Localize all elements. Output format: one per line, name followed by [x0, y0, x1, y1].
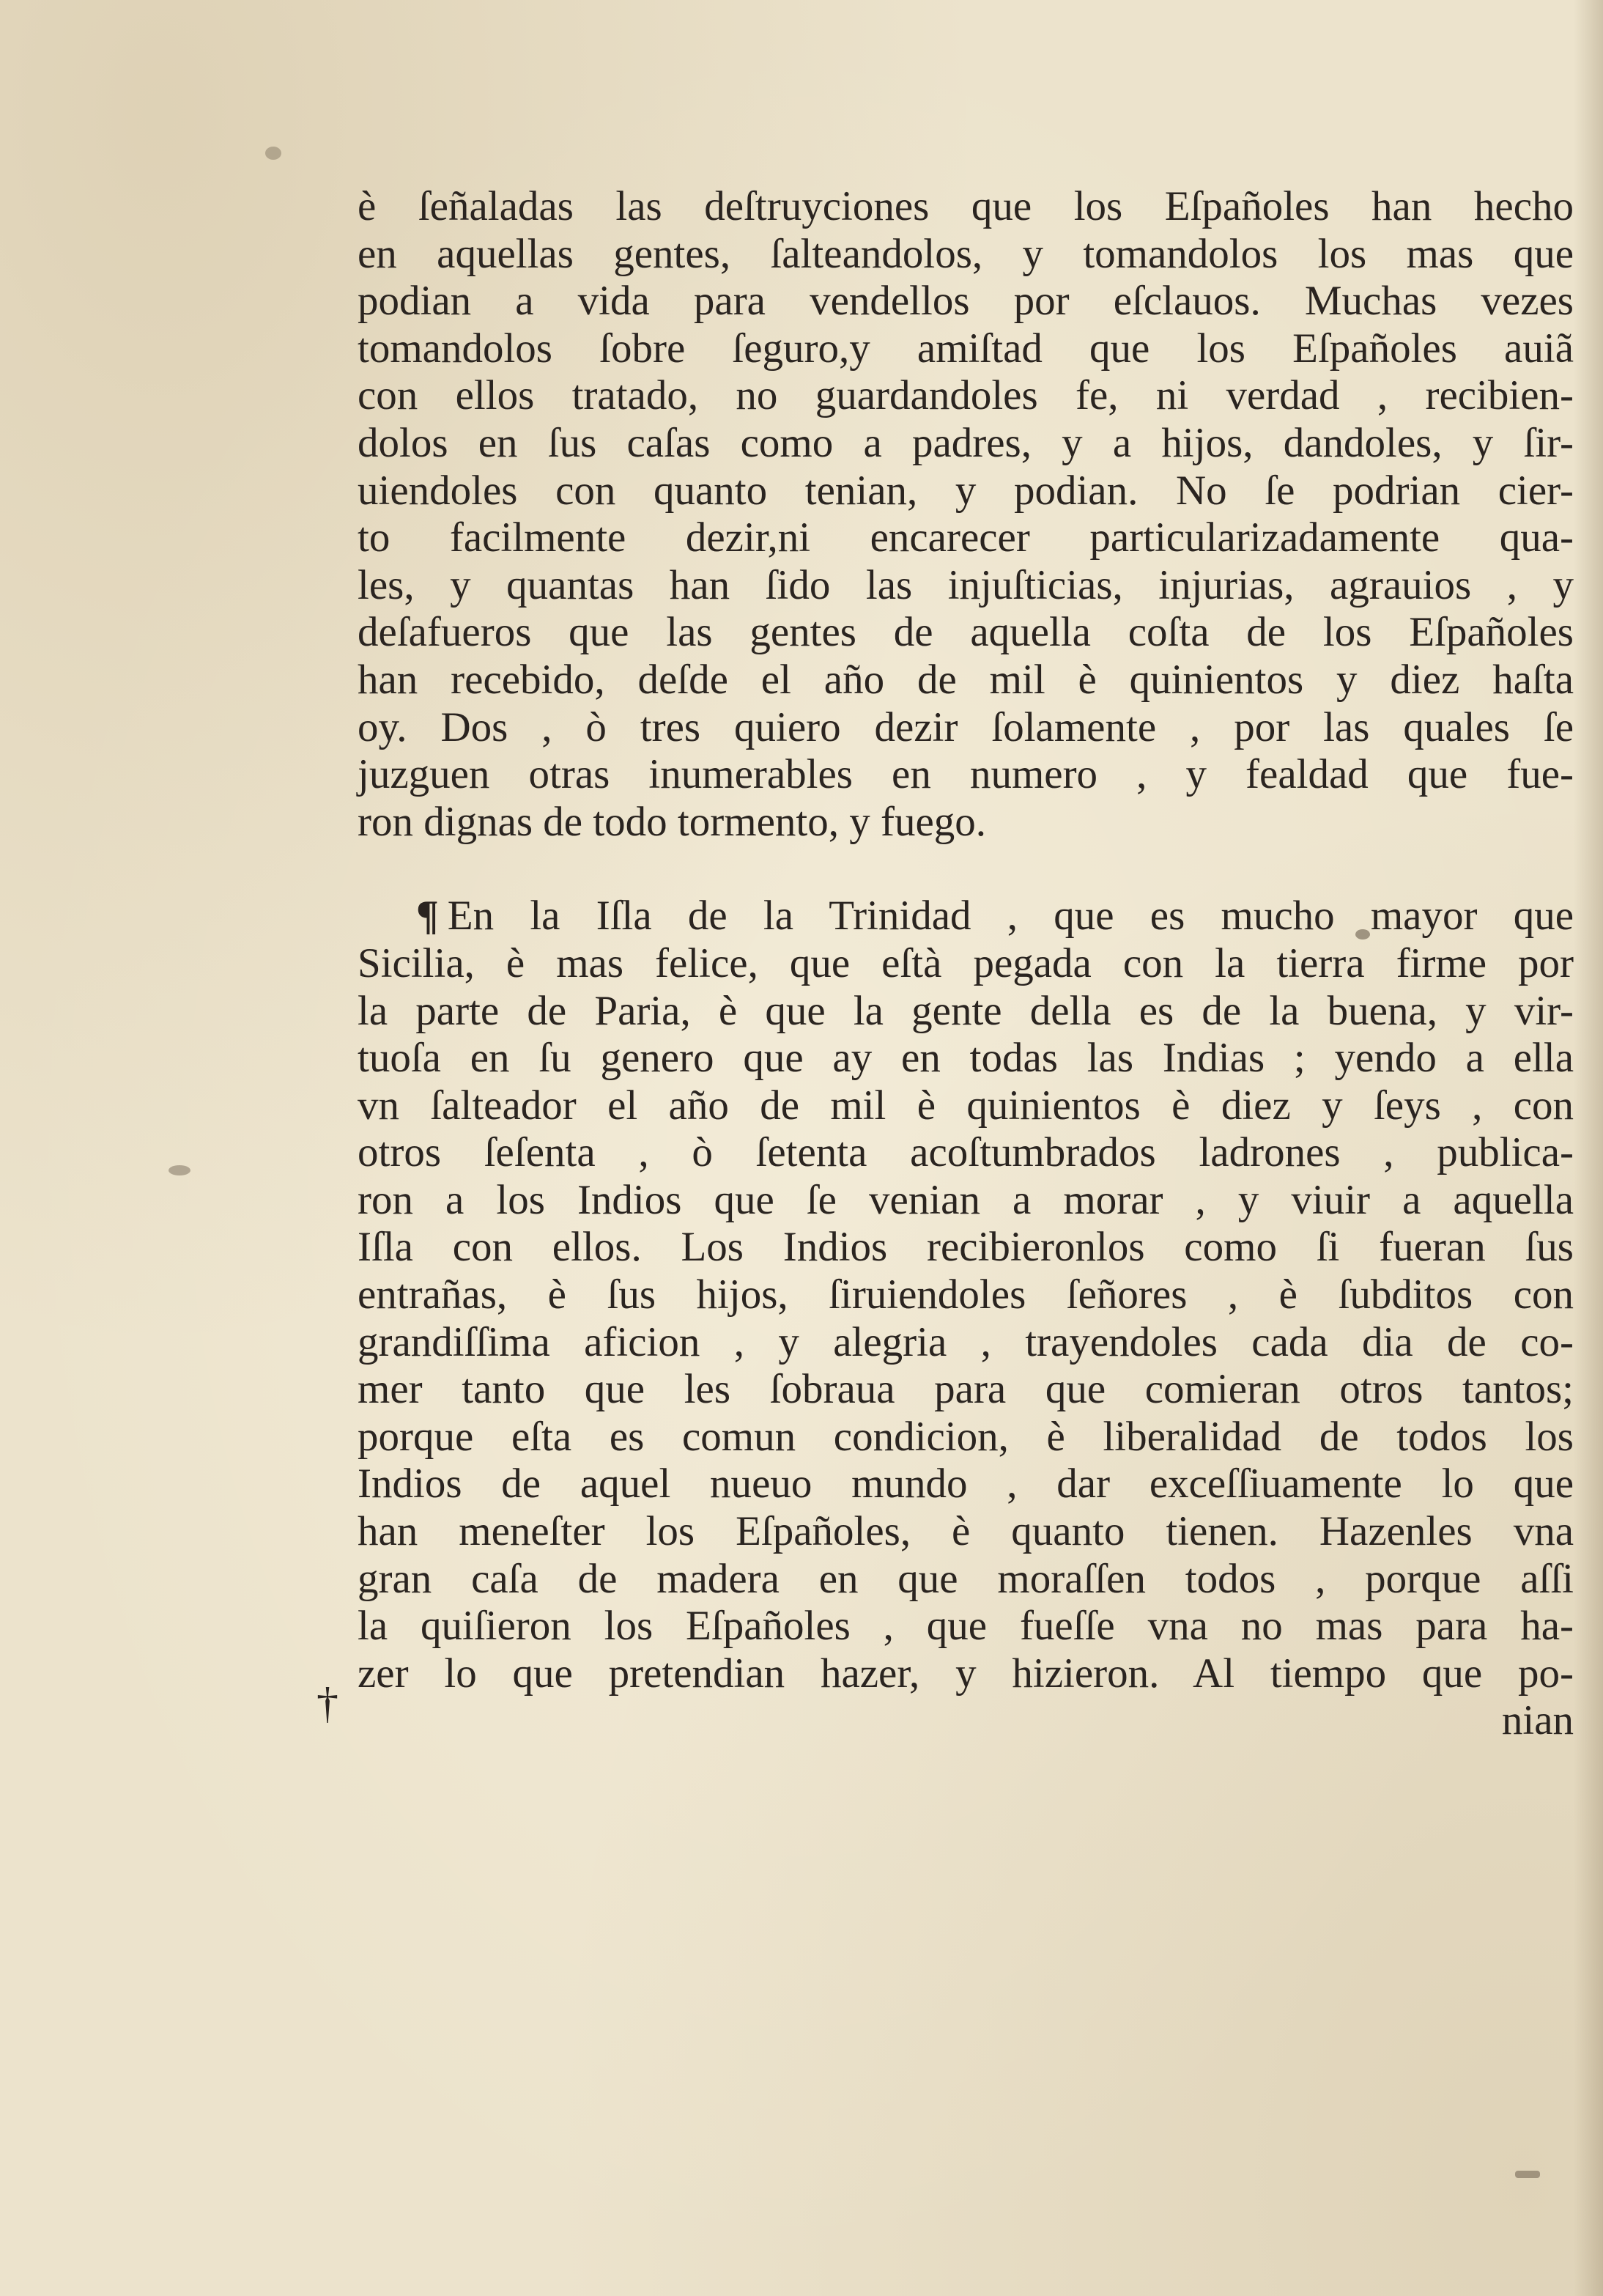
paragraph-gap	[358, 846, 1574, 893]
text-line: En la Iſla de la Trinidad , que es mucho mayor que	[447, 893, 1574, 940]
text-line: les, y quantas han ſido las injuſticias, injurias, agrauios , y	[358, 561, 1574, 608]
text-line: Indios de aquel nueuo mundo , dar exceſſiuamente lo que	[358, 1461, 1574, 1507]
ink-speck	[169, 1165, 190, 1175]
text-line: la parte de Paria, è que la gente della es de la buena, y vir-	[358, 987, 1574, 1034]
text-line: oy. Dos , ò tres quiero dezir ſolamente , por las quales ſe	[358, 704, 1574, 750]
text-line: juzguen otras inumerables en numero , y fealdad que fue-	[358, 751, 1574, 798]
text-line: dolos en ſus caſas como a padres, y a hijos, dandoles, y ſir-	[358, 419, 1574, 466]
ink-speck	[1515, 2171, 1540, 2178]
margin-dagger: †	[316, 1679, 338, 1727]
text-line: podian a vida para vendellos por eſclauos. Muchas vezes	[358, 278, 1574, 325]
text-line: zer lo que pretendian hazer, y hizieron. Al tiempo que po-	[358, 1650, 1574, 1697]
text-line: han recebido, deſde el año de mil è quinientos y diez haſta	[358, 656, 1574, 703]
text-line: tuoſa en ſu genero que ay en todas las Indias ; yendo a ella	[358, 1035, 1574, 1082]
text-line-first	[358, 893, 1574, 940]
text-line: la quiſieron los Eſpañoles , que fueſſe vna no mas para ha-	[358, 1603, 1574, 1650]
text-line: grandiſſima aficion , y alegria , trayendoles cada dia de co-	[358, 1318, 1574, 1365]
text-line: entrañas, è ſus hijos, ſiruiendoles ſeñores , è ſubditos con	[358, 1271, 1574, 1318]
text-line: con ellos tratado, no guardandoles fe, ni verdad , recibien-	[358, 372, 1574, 419]
text-line: han meneſter los Eſpañoles, è quanto tienen. Hazenles vna	[358, 1508, 1574, 1555]
text-line: to facilmente dezir,ni encarecer particularizadamente qua-	[358, 514, 1574, 561]
paragraph-2	[358, 893, 1574, 1745]
text-line: vn ſalteador el año de mil è quinientos è diez y ſeys , con	[358, 1082, 1574, 1129]
ink-speck	[265, 147, 281, 160]
text-line: porque eſta es comun condicion, è liberalidad de todos los	[358, 1413, 1574, 1460]
text-line: è ſeñaladas las deſtruyciones que los Eſpañoles han hecho	[358, 183, 1574, 229]
text-line: ron dignas de todo tormento, y fuego.	[358, 798, 987, 845]
text-line: gran caſa de madera en que moraſſen todos , porque aſſi	[358, 1555, 1574, 1602]
text-line: Sicilia, è mas felice, que eſtà pegada con la tierra firme por	[358, 940, 1574, 986]
catchword: nian	[1501, 1697, 1574, 1744]
pilcrow-mark: ¶	[416, 893, 439, 940]
text-line: uiendoles con quanto tenian, y podian. No ſe podrian cier-	[358, 467, 1574, 514]
page-edge-shadow	[1574, 0, 1603, 2296]
text-line: mer tanto que les ſobraua para que comieran otros tantos;	[358, 1366, 1574, 1413]
text-line: ron a los Indios que ſe venian a morar , y viuir a aquella	[358, 1176, 1574, 1223]
text-line: Iſla con ellos. Los Indios recibieronlos como ſi fueran ſus	[358, 1224, 1574, 1271]
body-text	[358, 183, 1574, 1745]
paragraph-1	[358, 183, 1574, 846]
text-line: otros ſeſenta , ò ſetenta acoſtumbrados ladrones , publica-	[358, 1129, 1574, 1176]
text-line: deſafueros que las gentes de aquella coſta de los Eſpañoles	[358, 609, 1574, 656]
text-line: en aquellas gentes, ſalteandolos, y tomandolos los mas que	[358, 230, 1574, 277]
text-line: tomandolos ſobre ſeguro,y amiſtad que los Eſpañoles auiã	[358, 325, 1574, 372]
